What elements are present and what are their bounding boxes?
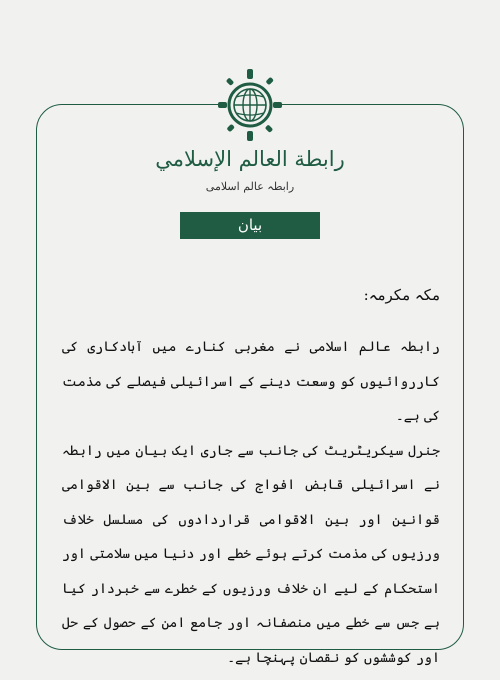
body-paragraph: رابطہ عالم اسلامی نے مغربی کنارے میں آبادکاری کی کارروائیوں کو وسعت دینے کے اسرائیلی فیصلے کی مذمت کی ہے۔ xyxy=(62,339,440,424)
statement-banner: بیان xyxy=(180,212,320,239)
body-paragraph: جنرل سیکریٹریٹ کی جانب سے جاری ایک بیان میں رابطہ نے اسرائیلی قابض افواج کی جانب سے بین الاقوامی قوانین اور بین الاقوامی قراردادوں کی مسلسل خلاف ورزیوں کی مذمت کرتے ہوئے خطے اور دنیا میں سلامتی اور استحکام کے لیے ان خلاف ورزیوں کے خطرے سے خبردار کیا ہے جس سے خطے میں منصفانہ اور جامع امن کے حصول کے حل اور کوششوں کو نقصان پہنچا ہے۔ xyxy=(62,442,440,666)
dateline: مکہ مکرمہ: xyxy=(363,286,440,304)
logo-urdu-title: رابطہ عالم اسلامی xyxy=(205,180,295,193)
statement-body xyxy=(62,330,440,675)
logo-arabic-title: رابطة العالم الإسلامي xyxy=(155,147,345,171)
globe-emblem-icon xyxy=(218,67,282,143)
